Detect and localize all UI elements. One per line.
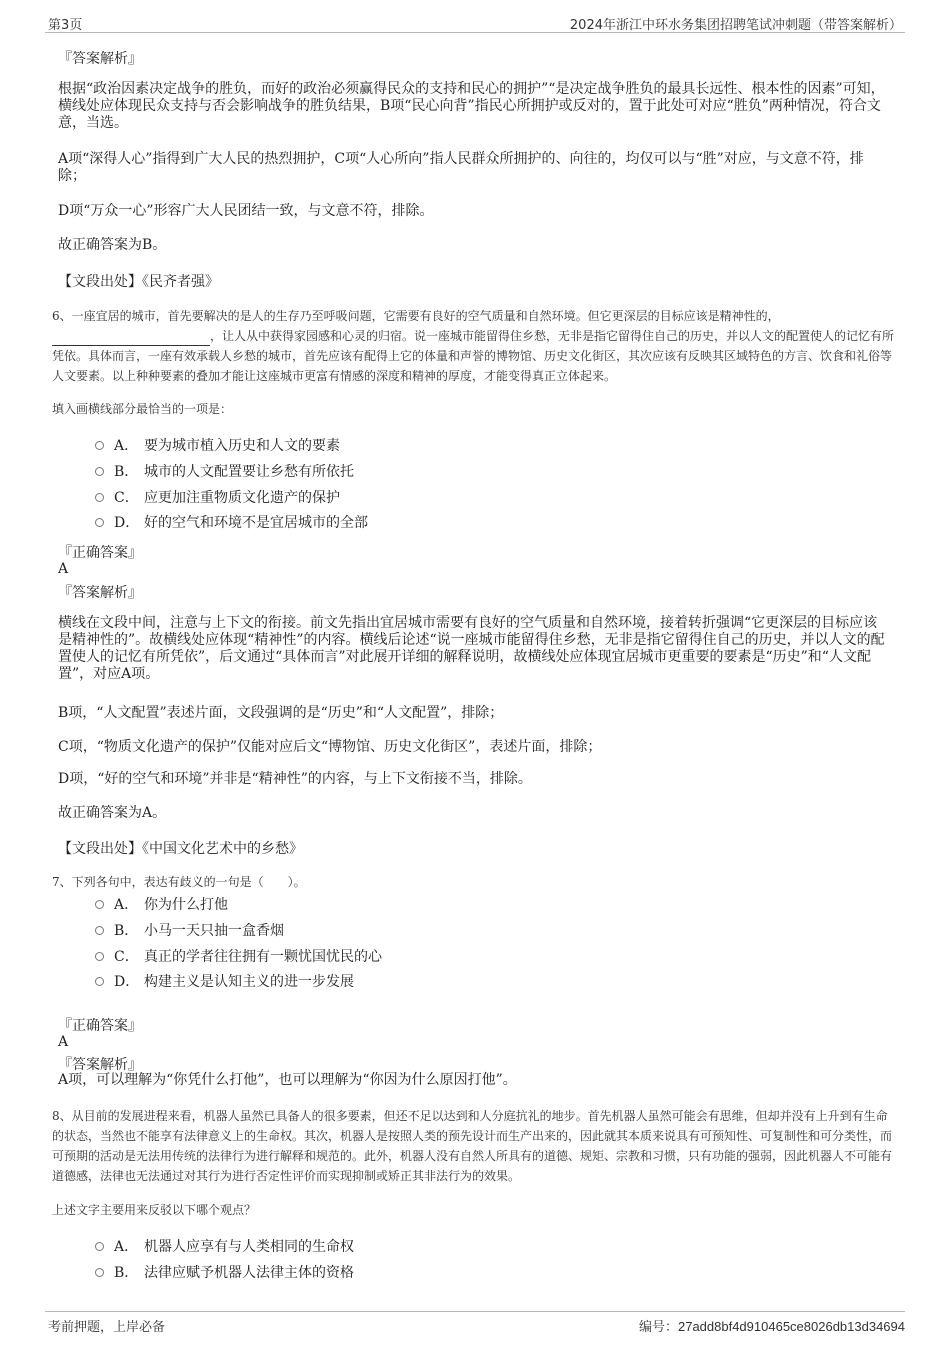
option-d[interactable] xyxy=(95,971,354,991)
passage-source: 【文段出处】《中国文化艺术中的乡愁》 xyxy=(58,841,303,857)
radio-icon[interactable] xyxy=(95,977,104,986)
option-text: 机器人应享有与人类相同的生命权 xyxy=(144,1239,354,1255)
analysis-paragraph: 根据“政治因素决定战争的胜负，而好的政治必须赢得民众的支持和民心的拥护”“是决定战争胜负的最具长远性、根本性的因素”可知，横线处应体现民众支持与否会影响战争的胜负结果，B项“民心向背”指民心所拥护或反对的，置于此处可对应“胜负”两种情况，符合文意，当选。 xyxy=(58,81,885,131)
question-prompt: 上述文字主要用来反驳以下哪个观点？ xyxy=(52,1203,257,1217)
page-footer xyxy=(45,1311,905,1336)
analysis-paragraph: B项，“人文配置”表述片面，文段强调的是“历史”和“人文配置”，排除； xyxy=(58,705,504,721)
correct-answer-label: 『正确答案』 xyxy=(58,545,142,561)
option-letter: D． xyxy=(114,515,140,531)
option-letter: D． xyxy=(114,974,140,990)
fill-blank-line xyxy=(52,333,210,346)
analysis-paragraph: A项，可以理解为“你凭什么打他”，也可以理解为“你因为什么原因打他”。 xyxy=(58,1072,517,1088)
option-b[interactable] xyxy=(95,461,354,481)
option-letter: B． xyxy=(114,1265,139,1281)
option-b[interactable] xyxy=(95,1262,354,1282)
option-text: 你为什么打他 xyxy=(144,897,228,913)
analysis-paragraph: D项，“好的空气和环境”并非是“精神性”的内容，与上下文衔接不当，排除。 xyxy=(58,771,532,787)
question-stem-part1: 6、一座宜居的城市，首先要解决的是人的生存乃至呼吸问题，它需要有良好的空气质量和自然环境。但它更深层的目标应该是精神性的， xyxy=(52,309,780,323)
option-text: 法律应赋予机器人法律主体的资格 xyxy=(144,1265,354,1281)
option-letter: B． xyxy=(114,464,139,480)
option-letter: C． xyxy=(114,949,139,965)
radio-icon[interactable] xyxy=(95,1242,104,1251)
question-stem: 7、下列各句中，表达有歧义的一句是（ ）。 xyxy=(52,875,306,889)
option-d[interactable] xyxy=(95,512,368,532)
option-c[interactable] xyxy=(95,946,382,966)
option-text: 要为城市植入历史和人文的要素 xyxy=(144,438,340,454)
correct-answer: A xyxy=(58,561,69,577)
option-text: 城市的人文配置要让乡愁有所依托 xyxy=(144,464,354,480)
radio-icon[interactable] xyxy=(95,926,104,935)
option-letter: B． xyxy=(114,923,139,939)
correct-answer-label: 『正确答案』 xyxy=(58,1018,142,1034)
question-stem xyxy=(52,306,898,386)
analysis-conclusion: 故正确答案为A。 xyxy=(58,805,167,821)
document-id-label: 编号： xyxy=(638,1320,678,1335)
document-title: 2024年浙江中环水务集团招聘笔试冲刺题（带答案解析） xyxy=(569,18,902,33)
analysis-paragraph: C项，“物质文化遗产的保护”仅能对应后文“博物馆、历史文化街区”，表述片面，排除； xyxy=(58,739,602,755)
option-text: 真正的学者往往拥有一颗忧国忧民的心 xyxy=(144,949,382,965)
footer-slogan: 考前押题，上岸必备 xyxy=(48,1320,166,1335)
option-a[interactable] xyxy=(95,435,340,455)
radio-icon[interactable] xyxy=(95,952,104,961)
option-letter: C． xyxy=(114,490,139,506)
option-text: 构建主义是认知主义的进一步发展 xyxy=(144,974,354,990)
radio-icon[interactable] xyxy=(95,900,104,909)
option-text: 小马一天只抽一盒香烟 xyxy=(144,923,284,939)
question-stem-part2: ，让人从中获得家园感和心灵的归宿。说一座城市能留得住乡愁，无非是指它留得住自己的历史，并以人文的配置使人的记忆有所凭依。具体而言，一座有效承载人乡愁的城市，首先应该有配得上它的体量和声誉的博物馆、历史文化街区，其次应该有反映其区域特色的方言、饮食和礼俗等人文要素。以上种种要素的叠加才能让这座城市更富有情感的深度和精神的厚度，才能变得真正立体起来。 xyxy=(52,329,895,383)
option-letter: A． xyxy=(114,438,139,454)
option-b[interactable] xyxy=(95,920,284,940)
analysis-paragraph: 横线在文段中间，注意与上下文的衔接。前文先指出宜居城市需要有良好的空气质量和自然环境，接着转折强调“它更深层的目标应该是精神性的”。故横线处应体现“精神性”的内容。横线后论述“说一座城市能留得住乡愁，无非是指它留得住自己的历史，并以人文的配置使人的记忆有所凭依”，后文通过“具体而言”对此展开详细的解释说明，故横线处应体现宜居城市更重要的要素是“历史”和“人文配置”，对应A项。 xyxy=(58,615,885,682)
page-header xyxy=(45,8,905,33)
correct-answer: A xyxy=(58,1034,69,1050)
analysis-paragraph: A项“深得人心”指得到广大人民的热烈拥护，C项“人心所向”指人民群众所拥护的、向往的，均仅可以与“胜”对应，与文意不符，排除； xyxy=(58,151,864,184)
option-text: 好的空气和环境不是宜居城市的全部 xyxy=(144,515,368,531)
option-a[interactable] xyxy=(95,894,228,914)
analysis-label: 『答案解析』 xyxy=(58,1057,142,1073)
analysis-conclusion: 故正确答案为B。 xyxy=(58,237,167,253)
option-c[interactable] xyxy=(95,487,340,507)
radio-icon[interactable] xyxy=(95,518,104,527)
radio-icon[interactable] xyxy=(95,1268,104,1277)
question-prompt: 填入画横线部分最恰当的一项是： xyxy=(52,402,233,416)
radio-icon[interactable] xyxy=(95,493,104,502)
page-number: 第3页 xyxy=(48,18,83,33)
document-id-code: 27add8bf4d910465ce8026db13d34694 xyxy=(677,1319,905,1334)
analysis-paragraph: D项“万众一心”形容广大人民团结一致，与文意不符，排除。 xyxy=(58,203,434,219)
question-stem: 8、从目前的发展进程来看，机器人虽然已具备人的很多要素，但还不足以达到和人分庭抗礼的地步。首先机器人虽然可能会有思维，但却并没有上升到有生命的状态，当然也不能享有法律意义上的生命权。其次，机器人是按照人类的预先设计而生产出来的，因此就其本质来说具有可预知性、可复制性和可分类性，而可预期的活动是无法用传统的法律行为进行解释和规范的。此外，机器人没有自然人所具有的道德、规矩、宗教和习惯，只有功能的强弱，因此机器人不可能有道德感，法律也无法通过对其行为进行否定性评价而实现抑制或矫正其非法行为的效果。 xyxy=(52,1109,893,1183)
passage-source: 【文段出处】《民齐者强》 xyxy=(58,274,219,290)
document-id xyxy=(639,1316,905,1335)
option-a[interactable] xyxy=(95,1236,354,1256)
analysis-label: 『答案解析』 xyxy=(58,585,142,601)
option-letter: A． xyxy=(114,897,139,913)
option-letter: A． xyxy=(114,1239,139,1255)
radio-icon[interactable] xyxy=(95,441,104,450)
radio-icon[interactable] xyxy=(95,467,104,476)
analysis-label: 『答案解析』 xyxy=(58,51,142,67)
option-text: 应更加注重物质文化遗产的保护 xyxy=(144,490,340,506)
